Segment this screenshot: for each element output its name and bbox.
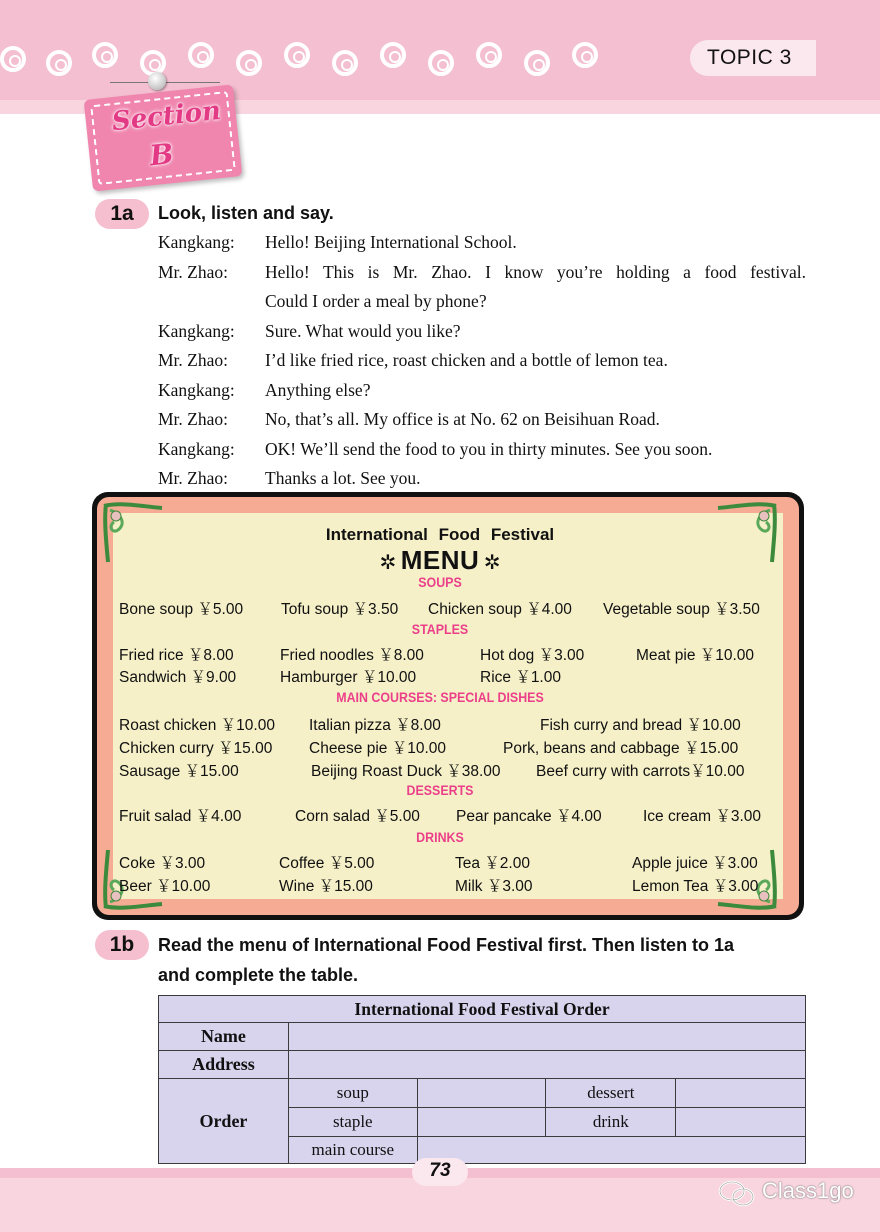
address-label: Address [159,1051,289,1079]
soup-field[interactable] [417,1079,546,1108]
menu-festival-title: International Food Festival [325,525,555,544]
pin-icon [148,72,166,90]
menu-item: Ice cream ￥3.00 [643,808,762,825]
menu-item: Lemon Tea ￥3.00 [632,878,759,895]
utterance: Thanks a lot. See you. [265,468,421,488]
dialogue-line [158,464,808,494]
order-label: Order [159,1079,289,1164]
speaker: Mr. Zhao: [158,409,228,429]
wechat-icon [718,1180,756,1208]
utterance: Hello! Beijing International School. [265,232,517,252]
utterance: Anything else? [265,379,371,400]
dialogue-line [158,258,808,288]
utterance: Hello! This is Mr. Zhao. I know you’re holding a food festival. [265,261,806,282]
dessert-field[interactable] [676,1079,806,1108]
menu-item: Fried rice ￥8.00 [119,647,234,664]
utterance: Sure. What would you like? [265,320,461,341]
dialogue-line [158,376,808,406]
activity-badge-1b: 1b [95,930,149,960]
speaker: Kangkang: [158,438,235,459]
name-field[interactable] [288,1023,805,1051]
menu-item: Bone soup ￥5.00 [119,601,244,618]
staple-field[interactable] [417,1108,546,1137]
dialogue-line [158,435,808,465]
drink-label: drink [546,1108,676,1137]
speaker: Mr. Zhao: [158,468,228,488]
menu-item: Fried noodles ￥8.00 [280,647,424,664]
menu-item: Tofu soup ￥3.50 [281,601,399,618]
activity-1b-instruction-line1: Read the menu of International Food Festival first. Then listen to 1a [158,935,735,955]
star-icon: ✲ [379,552,397,574]
menu-item: Beer ￥10.00 [119,878,211,895]
activity-1b-instruction-line2: and complete the table. [158,965,359,985]
utterance: Could I order a meal by phone? [265,291,487,311]
menu-item: Pork, beans and cabbage ￥15.00 [503,740,739,757]
menu-item: Chicken curry ￥15.00 [119,740,273,757]
utterance: I’d like fried rice, roast chicken and a bottle of lemon tea. [265,350,668,370]
order-table [158,995,806,1164]
staple-label: staple [288,1108,417,1137]
dialogue-line [158,228,808,258]
menu-item: Vegetable soup ￥3.50 [603,601,760,618]
drink-field[interactable] [676,1108,806,1137]
dialogue-line [158,346,808,376]
star-icon: ✲ [483,552,501,574]
menu-item: Beijing Roast Duck ￥38.00 [311,763,501,780]
menu-item: Wine ￥15.00 [279,878,373,895]
dialogue [158,228,808,494]
utterance: OK! We’ll send the food to you in thirty minutes. See you soon. [265,438,713,459]
address-field[interactable] [288,1051,805,1079]
menu-item: Corn salad ￥5.00 [295,808,420,825]
menu-item: Hot dog ￥3.00 [480,647,585,664]
menu-item: Tea ￥2.00 [455,855,530,872]
decorative-rings [0,40,632,80]
main-course-label: main course [288,1137,417,1164]
menu-item: Coke ￥3.00 [119,855,206,872]
menu-category-soups: SOUPS [418,575,462,590]
menu-item: Beef curry with carrots￥10.00 [536,763,745,780]
watermark-text: Class1go [762,1178,854,1203]
speaker: Kangkang: [158,320,235,341]
menu-item: Meat pie ￥10.00 [636,647,755,664]
menu-item: Cheese pie ￥10.00 [309,740,447,757]
menu-category-drinks: DRINKS [416,830,464,845]
dialogue-line [158,405,808,435]
menu-item: Coffee ￥5.00 [279,855,375,872]
page-number: 73 [429,1160,451,1181]
activity-1a-instruction: Look, listen and say. [158,203,334,223]
topic-label: TOPIC 3 [707,46,792,69]
soup-label: soup [288,1079,417,1108]
order-table-caption: International Food Festival Order [159,996,806,1023]
menu-category-staples: STAPLES [411,622,469,637]
menu-item: Fruit salad ￥4.00 [119,808,242,825]
menu-item: Sausage ￥15.00 [119,763,239,780]
menu-heading [0,545,880,576]
menu-item: Hamburger ￥10.00 [280,669,417,686]
menu-item: Milk ￥3.00 [455,878,533,895]
speaker: Kangkang: [158,379,235,400]
section-word: Section [110,95,223,138]
section-letter: B [148,137,176,173]
menu-item: Chicken soup ￥4.00 [428,601,572,618]
menu-category-desserts: DESSERTS [406,783,474,798]
name-label: Name [159,1023,289,1051]
menu-item: Rice ￥1.00 [480,669,561,686]
dialogue-line [158,317,808,347]
menu-item: Apple juice ￥3.00 [632,855,758,872]
menu-item: Roast chicken ￥10.00 [119,717,275,734]
utterance: No, that’s all. My office is at No. 62 on Beisihuan Road. [265,409,660,429]
menu-item: Pear pancake ￥4.00 [456,808,602,825]
menu-item: Italian pizza ￥8.00 [309,717,441,734]
speaker: Mr. Zhao: [158,261,228,282]
menu-category-main-courses: MAIN COURSES: SPECIAL DISHES [336,690,544,705]
menu-item: Fish curry and bread ￥10.00 [540,717,741,734]
menu-title: MENU [400,545,480,575]
dessert-label: dessert [546,1079,676,1108]
dialogue-line [158,287,808,317]
speaker: Kangkang: [158,232,235,252]
activity-badge-1a: 1a [95,199,149,229]
speaker: Mr. Zhao: [158,350,228,370]
main-course-field[interactable] [417,1137,805,1164]
section-card [84,84,243,191]
menu-item: Sandwich ￥9.00 [119,669,237,686]
